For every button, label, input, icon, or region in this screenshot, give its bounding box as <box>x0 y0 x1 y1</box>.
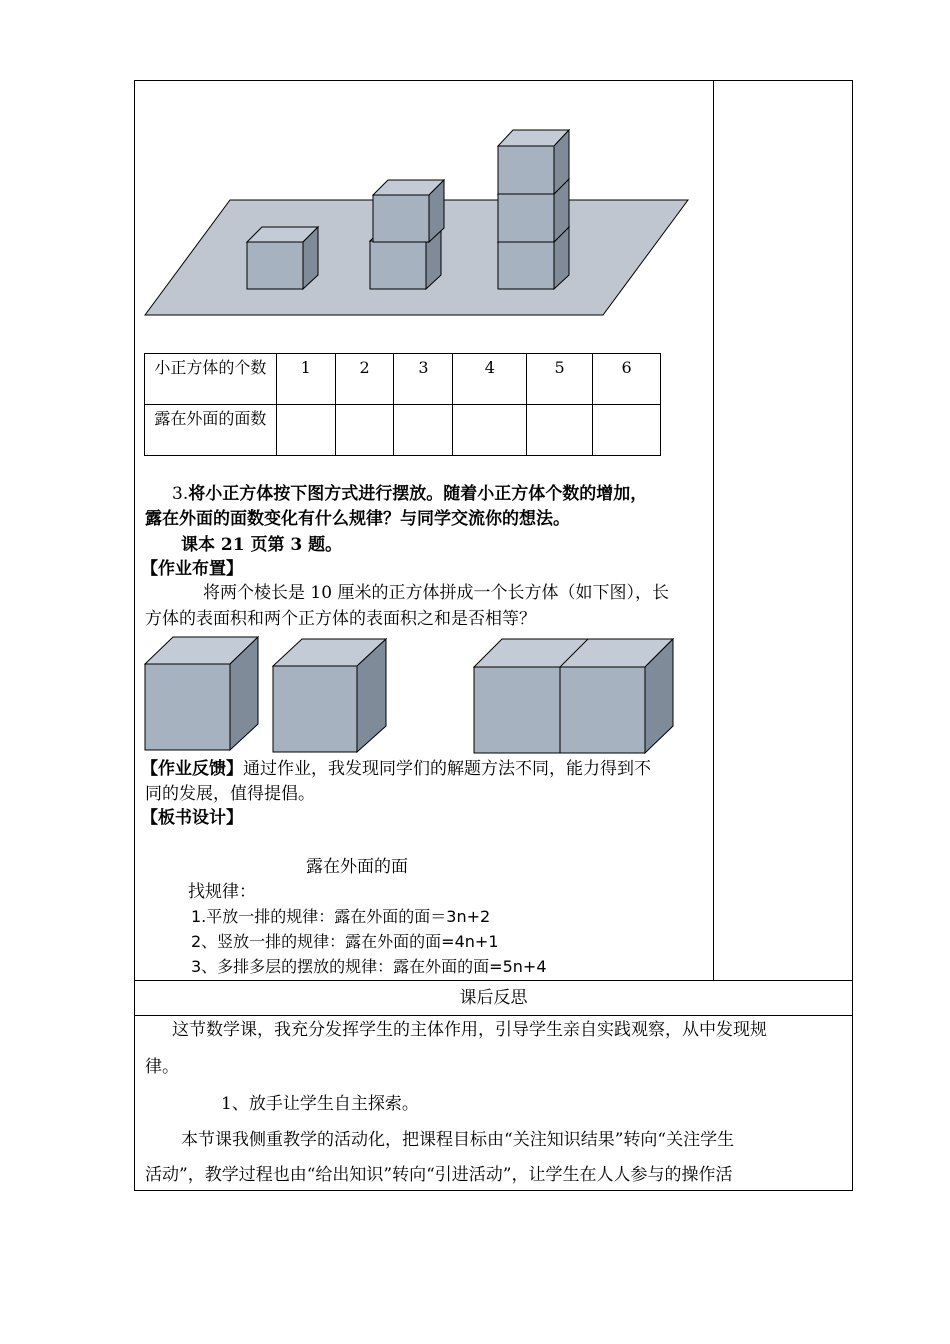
exercise-3-line-1 <box>172 482 647 506</box>
count-cell: 6 <box>593 354 661 405</box>
table-row <box>145 405 661 456</box>
board-heading: 【板书设计】 <box>141 808 243 828</box>
empty-cell <box>394 405 453 456</box>
board-rule-1: 1.平放一排的规律：露在外面的面＝3n+2 <box>191 907 491 926</box>
exercise-3-number: 3. <box>172 484 189 504</box>
empty-cell <box>335 405 394 456</box>
homework-heading: 【作业布置】 <box>141 559 243 579</box>
board-find-rule: 找规律： <box>188 882 256 902</box>
empty-cell <box>453 405 527 456</box>
outer-left-border <box>134 80 135 1190</box>
count-cell: 4 <box>453 354 527 405</box>
cubes-on-plane-figure <box>140 125 695 320</box>
outer-right-border <box>852 80 853 1190</box>
board-rule-3: 3、多排多层的摆放的规律：露在外面的面=5n+4 <box>191 957 547 976</box>
cube-stack-two <box>370 180 444 289</box>
feedback-text-1: 通过作业，我发现同学们的解题方法不同，能力得到不 <box>243 759 651 779</box>
cube-single <box>247 227 318 289</box>
cuboid-joined <box>474 639 673 753</box>
row-header-cube-count: 小正方体的个数 <box>145 354 277 405</box>
exercise-3-line-2: 露在外面的面数变化有什么规律？与同学交流你的想法。 <box>145 509 570 529</box>
homework-line-1: 将两个棱长是 10 厘米的正方体拼成一个长方体（如下图），长 <box>203 583 669 603</box>
homework-cubes-figure <box>140 633 680 758</box>
feedback-heading: 【作业反馈】 <box>141 759 243 779</box>
empty-cell <box>276 405 335 456</box>
reflection-p2: 1、放手让学生自主探索。 <box>221 1094 419 1114</box>
row-divider-1 <box>134 980 853 981</box>
inner-column-divider <box>713 80 714 980</box>
cube-stack-three <box>498 130 569 289</box>
count-cell: 2 <box>335 354 394 405</box>
homework-line-2: 方体的表面积和两个正方体的表面积之和是否相等？ <box>145 609 536 629</box>
table-row <box>145 354 661 405</box>
empty-cell <box>527 405 593 456</box>
count-cell: 1 <box>276 354 335 405</box>
count-cell: 5 <box>527 354 593 405</box>
row-header-exposed-faces: 露在外面的面数 <box>145 405 277 456</box>
board-title: 露在外面的面 <box>306 857 408 877</box>
outer-top-border <box>134 80 853 81</box>
cube-left <box>145 637 258 750</box>
cube-middle <box>273 639 386 752</box>
empty-cell <box>593 405 661 456</box>
cube-count-table <box>144 353 661 456</box>
textbook-reference: 课本 21 页第 3 题。 <box>181 535 343 555</box>
feedback-line-1 <box>141 757 651 781</box>
reflection-p1-line-1: 这节数学课，我充分发挥学生的主体作用，引导学生亲自实践观察，从中发现规 <box>172 1020 767 1040</box>
reflection-p1-line-2: 律。 <box>145 1057 179 1077</box>
count-cell: 3 <box>394 354 453 405</box>
reflection-p3-line-1: 本节课我侧重教学的活动化，把课程目标由“关注知识结果”转向“关注学生 <box>181 1130 735 1150</box>
feedback-line-2: 同的发展，值得提倡。 <box>145 784 315 804</box>
board-rule-2: 2、竖放一排的规律：露在外面的面=4n+1 <box>191 932 499 951</box>
reflection-p3-line-2: 活动”，教学过程也由“给出知识”转向“引进活动”，让学生在人人参与的操作活 <box>145 1165 733 1185</box>
exercise-3-text-1: 将小正方体按下图方式进行摆放。随着小正方体个数的增加， <box>188 484 648 504</box>
reflection-heading: 课后反思 <box>459 988 528 1008</box>
